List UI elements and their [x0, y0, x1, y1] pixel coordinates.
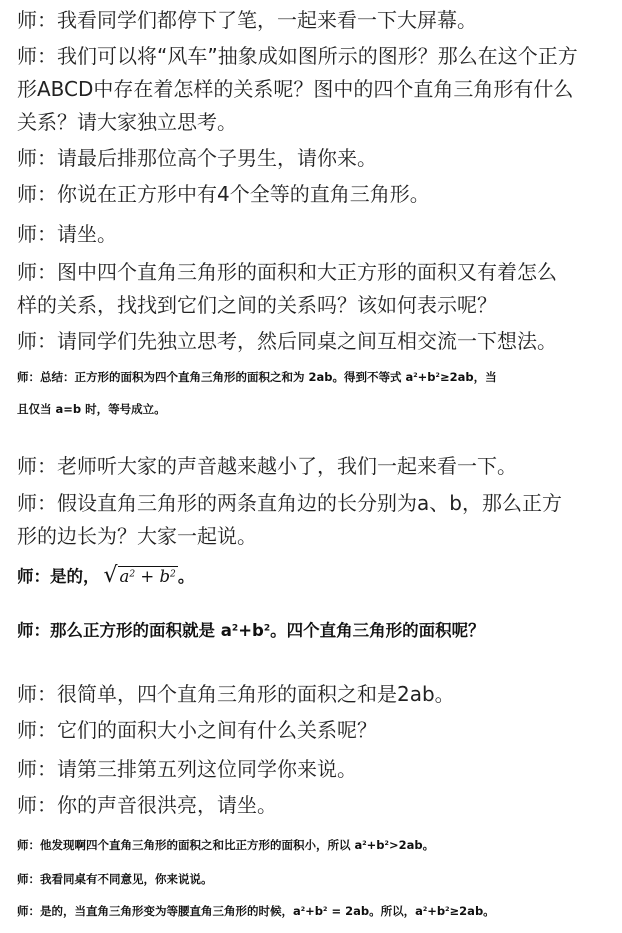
small-dialogue-line: 师：是的，当直角三角形变为等腰直角三角形的时候，$a^2+b^2 = 2ab$。所以，$a^2+b^2\ge 2ab$。	[17, 904, 495, 918]
dialogue-line: 师：假设直角三角形的两条直角边的长分别为a、b，那么正方	[17, 491, 562, 515]
dialogue-line: 形ABCD中存在着怎样的关系呢？图中的四个直角三角形有什么	[17, 77, 574, 101]
dialogue-line: 师：请坐。	[17, 222, 117, 246]
dialogue-line: 师：很简单，四个直角三角形的面积之和是2ab。	[17, 682, 455, 706]
area-question-line: 师：那么正方形的面积就是 $a^2+b^2$。四个直角三角形的面积呢？	[17, 621, 485, 640]
dialogue-line: 师：请最后排那位高个子男生，请你来。	[17, 146, 377, 170]
dialogue-line: 形的边长为？大家一起说。	[17, 524, 257, 548]
dialogue-line: 师：老师听大家的声音越来越小了，我们一起来看一下。	[17, 454, 517, 478]
dialogue-line: 师：它们的面积大小之间有什么关系呢？	[17, 718, 377, 742]
dialogue-line: 师：请同学们先独立思考，然后同桌之间互相交流一下想法。	[17, 329, 557, 353]
dialogue-line: 师：我看同学们都停下了笔，一起来看一下大屏幕。	[17, 8, 477, 32]
summary-line: 师：总结：正方形的面积为四个直角三角形的面积之和为 2ab。得到不等式 $a^2+b^2\ge 2ab$，当	[17, 370, 497, 384]
dialogue-line: 师：图中四个直角三角形的面积和大正方形的面积又有着怎么	[17, 260, 557, 284]
answer-line: 师：是的， √ $a^2 + b^2$ 。	[17, 563, 195, 588]
dialogue-line: 师：我们可以将“风车”抽象成如图所示的图形？那么在这个正方	[17, 44, 578, 68]
small-dialogue-line: 师：他发现啊四个直角三角形的面积之和比正方形的面积小，所以 $a^2+b^2>2ab$。	[17, 838, 435, 852]
square-root-formula: √ $a^2 + b^2$	[103, 563, 176, 588]
dialogue-line: 师：你说在正方形中有4个全等的直角三角形。	[17, 182, 430, 206]
dialogue-line: 师：请第三排第五列这位同学你来说。	[17, 757, 357, 781]
dialogue-line: 关系？请大家独立思考。	[17, 110, 237, 134]
summary-line-2: 且仅当 a=b 时，等号成立。	[17, 402, 166, 416]
dialogue-line: 样的关系，找找到它们之间的关系吗？该如何表示呢？	[17, 293, 497, 317]
dialogue-line: 师：你的声音很洪亮，请坐。	[17, 793, 277, 817]
small-dialogue-line: 师：我看同桌有不同意见，你来说说。	[17, 872, 213, 886]
